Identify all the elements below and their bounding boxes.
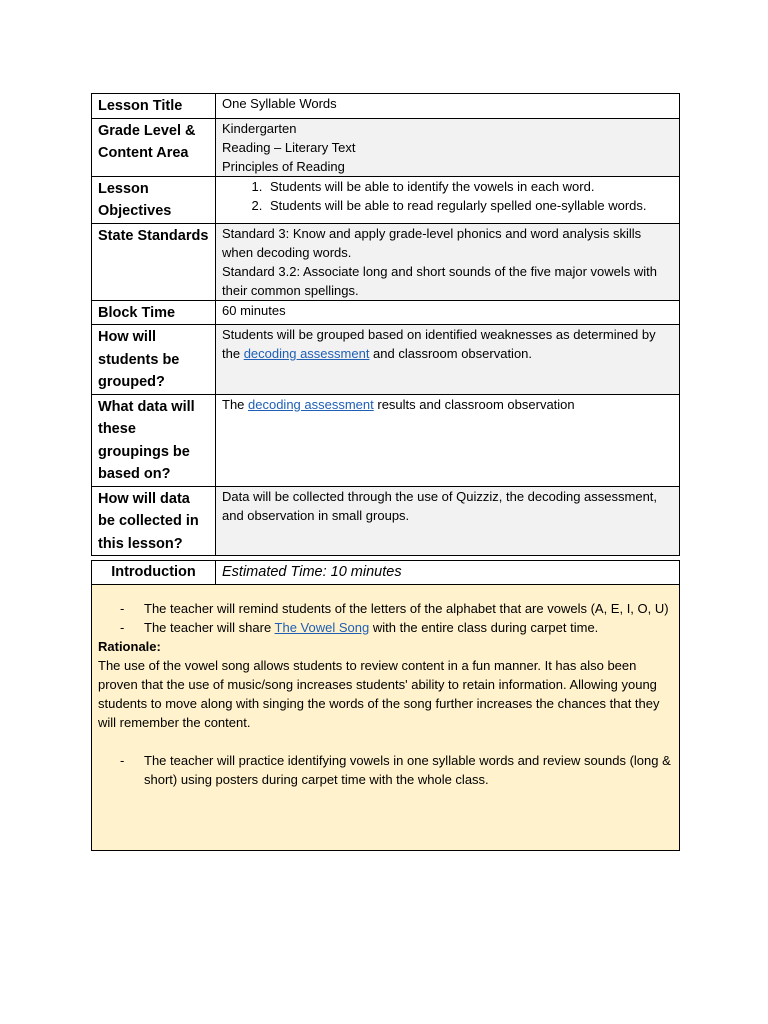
row-data-basis: [92, 394, 680, 486]
row-objectives: [92, 176, 680, 223]
grouping-text-end: and classroom observation.: [369, 346, 533, 361]
block-time-value: 60 minutes: [216, 300, 680, 325]
lesson-plan-table: [91, 93, 680, 556]
objective-item: 2. Students will be able to read regularly spelled one-syllable words.: [266, 196, 674, 215]
grade-level-label: Grade Level & Content Area: [92, 118, 216, 176]
standard-item: Standard 3: Know and apply grade-level phonics and word analysis skills when decoding words.: [222, 225, 642, 260]
intro-body-row: [92, 585, 680, 851]
vowel-song-link[interactable]: The Vowel Song: [274, 620, 370, 635]
intro-bullet-list: [98, 599, 673, 637]
estimated-time: Estimated Time: 10 minutes: [216, 561, 680, 585]
row-lesson-title: [92, 94, 680, 119]
lesson-title-label: Lesson Title: [92, 94, 216, 119]
row-block-time: [92, 300, 680, 325]
grade-line: Reading – Literary Text: [222, 139, 356, 155]
bullet-text: The teacher will share: [144, 620, 275, 635]
grade-line: Principles of Reading: [222, 158, 345, 174]
grouping-label: How will students be grouped?: [92, 325, 216, 395]
objectives-list: [222, 177, 674, 215]
row-grouping: [92, 325, 680, 395]
row-data-collection: [92, 486, 680, 556]
standard-item: Standard 3.2: Associate long and short sounds of the five major vowels with their common spellings.: [222, 263, 658, 298]
data-collection-label: How will data be collected in this lesson?: [92, 486, 216, 556]
spacer: [98, 732, 673, 751]
introduction-label: Introduction: [92, 561, 216, 585]
standards-value: [216, 223, 680, 300]
data-basis-text: The: [222, 396, 249, 412]
intro-header-row: [92, 561, 680, 585]
rationale-heading: Rationale:: [98, 639, 161, 654]
data-basis-text-end: results and classroom observation: [373, 396, 575, 412]
objectives-label: Lesson Objectives: [92, 176, 216, 223]
objective-item: 1. Students will be able to identify the vowels in each word.: [266, 177, 674, 196]
grade-level-value: [216, 118, 680, 176]
intro-bullet: [98, 618, 673, 637]
data-collection-value: Data will be collected through the use of Quizziz, the decoding assessment, and observation in small groups.: [216, 486, 680, 556]
objectives-value: [216, 176, 680, 223]
decoding-assessment-link[interactable]: decoding assessment: [243, 346, 370, 361]
intro-bullet: - The teacher will remind students of the letters of the alphabet that are vowels (A, E, I, O, U): [98, 599, 673, 618]
introduction-body: [92, 585, 680, 851]
bullet-text-end: with the entire class during carpet time.: [369, 620, 599, 635]
data-basis-label: What data will these groupings be based on?: [92, 394, 216, 486]
intro-bullet: - The teacher will practice identifying vowels in one syllable words and review sounds (long & short) using posters during carpet time with the whole class.: [98, 751, 673, 789]
decoding-assessment-link[interactable]: decoding assessment: [248, 396, 374, 412]
block-time-label: Block Time: [92, 300, 216, 325]
standards-label: State Standards: [92, 223, 216, 300]
lesson-title-value: One Syllable Words: [216, 94, 680, 119]
data-basis-value: [216, 394, 680, 486]
grouping-value: [216, 325, 680, 395]
row-grade-level: [92, 118, 680, 176]
row-standards: [92, 223, 680, 300]
intro-bullet-list-2: [98, 751, 673, 789]
introduction-table: [91, 560, 680, 851]
grouping-text: Students will be grouped based on identified weaknesses as determined by the: [222, 327, 656, 361]
rationale-text: The use of the vowel song allows students to review content in a fun manner. It has also been proven that the use of music/song increases students' ability to retain information. Allowing young students to move along with singing the words of the song further increases the chances that they will remember the content.: [98, 658, 660, 730]
grade-line: Kindergarten: [222, 120, 297, 136]
